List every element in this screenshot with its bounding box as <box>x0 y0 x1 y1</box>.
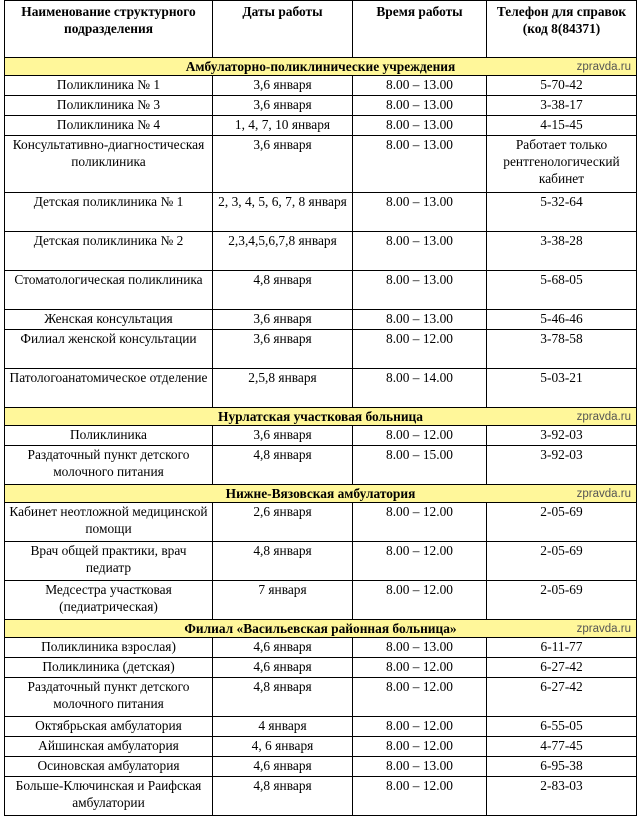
table-row <box>5 503 637 542</box>
cell-name: Стоматологическая поликлиника <box>5 271 213 310</box>
cell-name: Детская поликлиника № 2 <box>5 232 213 271</box>
cell-phone: 3-92-03 <box>487 426 637 446</box>
table-row <box>5 136 637 193</box>
header-row <box>5 1 637 58</box>
table-row <box>5 581 637 620</box>
cell-time: 8.00 – 13.00 <box>353 193 487 232</box>
header-time: Время работы <box>353 1 487 58</box>
cell-time: 8.00 – 12.00 <box>353 777 487 816</box>
cell-name: Октябрьская амбулатория <box>5 717 213 737</box>
cell-phone: Работает только рентгенологический кабинет <box>487 136 637 193</box>
table-row <box>5 116 637 136</box>
cell-phone: 2-05-69 <box>487 581 637 620</box>
header-name: Наименование структурного подразделения <box>5 1 213 58</box>
section-title-text: Нурлатская участковая больница <box>218 409 423 424</box>
table-row <box>5 446 637 485</box>
cell-name: Раздаточный пункт детского молочного питания <box>5 678 213 717</box>
cell-time: 8.00 – 12.00 <box>353 581 487 620</box>
cell-time: 8.00 – 12.00 <box>353 426 487 446</box>
cell-time: 8.00 – 13.00 <box>353 271 487 310</box>
cell-phone: 3-38-28 <box>487 232 637 271</box>
cell-phone: 5-03-21 <box>487 369 637 408</box>
cell-phone: 3-78-58 <box>487 330 637 369</box>
cell-time: 8.00 – 15.00 <box>353 446 487 485</box>
watermark: zpravda.ru <box>576 488 631 500</box>
section-title <box>5 620 637 638</box>
cell-dates: 4,8 января <box>213 678 353 717</box>
cell-dates: 2,6 января <box>213 503 353 542</box>
cell-time: 8.00 – 13.00 <box>353 96 487 116</box>
cell-name: Филиал женской консультации <box>5 330 213 369</box>
cell-name: Поликлиника взрослая) <box>5 638 213 658</box>
cell-name: Айшинская амбулатория <box>5 737 213 757</box>
table-row <box>5 678 637 717</box>
cell-name: Раздаточный пункт детского молочного питания <box>5 446 213 485</box>
cell-phone: 5-68-05 <box>487 271 637 310</box>
cell-time: 8.00 – 12.00 <box>353 678 487 717</box>
table-row <box>5 638 637 658</box>
cell-time: 8.00 – 12.00 <box>353 542 487 581</box>
cell-name: Медсестра участковая (педиатрическая) <box>5 581 213 620</box>
cell-dates: 2,3,4,5,6,7,8 января <box>213 232 353 271</box>
cell-dates: 1, 4, 7, 10 января <box>213 116 353 136</box>
cell-time: 8.00 – 13.00 <box>353 136 487 193</box>
table-row <box>5 737 637 757</box>
cell-dates: 3,6 января <box>213 76 353 96</box>
header-phone: Телефон для справок (код 8(84371) <box>487 1 637 58</box>
cell-dates: 4, 6 января <box>213 737 353 757</box>
cell-dates: 4,6 января <box>213 757 353 777</box>
cell-phone: 3-92-03 <box>487 446 637 485</box>
table-row <box>5 271 637 310</box>
cell-time: 8.00 – 14.00 <box>353 369 487 408</box>
table-row <box>5 777 637 816</box>
section-title <box>5 58 637 76</box>
section-header-row <box>5 620 637 638</box>
cell-name: Поликлиника (детская) <box>5 658 213 678</box>
cell-phone: 2-05-69 <box>487 542 637 581</box>
cell-phone: 5-32-64 <box>487 193 637 232</box>
cell-name: Детская поликлиника № 1 <box>5 193 213 232</box>
cell-dates: 4,8 января <box>213 777 353 816</box>
cell-time: 8.00 – 13.00 <box>353 757 487 777</box>
cell-dates: 4,6 января <box>213 638 353 658</box>
cell-name: Патологоанатомическое отделение <box>5 369 213 408</box>
cell-name: Кабинет неотложной медицинской помощи <box>5 503 213 542</box>
table-row <box>5 310 637 330</box>
cell-phone: 4-15-45 <box>487 116 637 136</box>
cell-name: Поликлиника № 4 <box>5 116 213 136</box>
cell-dates: 3,6 января <box>213 426 353 446</box>
cell-name: Поликлиника № 1 <box>5 76 213 96</box>
cell-time: 8.00 – 13.00 <box>353 638 487 658</box>
cell-phone: 4-77-45 <box>487 737 637 757</box>
cell-dates: 2,5,8 января <box>213 369 353 408</box>
cell-dates: 3,6 января <box>213 310 353 330</box>
table-row <box>5 193 637 232</box>
cell-dates: 4,8 января <box>213 271 353 310</box>
cell-name: Поликлиника № 3 <box>5 96 213 116</box>
cell-name: Поликлиника <box>5 426 213 446</box>
section-title-text: Амбулаторно-поликлинические учреждения <box>185 59 456 74</box>
cell-time: 8.00 – 12.00 <box>353 503 487 542</box>
schedule-body <box>5 1 637 816</box>
cell-phone: 2-05-69 <box>487 503 637 542</box>
cell-phone: 2-83-03 <box>487 777 637 816</box>
table-row <box>5 717 637 737</box>
cell-dates: 3,6 января <box>213 136 353 193</box>
cell-time: 8.00 – 13.00 <box>353 310 487 330</box>
cell-name: Осиновская амбулатория <box>5 757 213 777</box>
cell-phone: 5-70-42 <box>487 76 637 96</box>
section-title-text: Нижне-Вязовская амбулатория <box>225 486 416 501</box>
header-dates: Даты работы <box>213 1 353 58</box>
cell-time: 8.00 – 12.00 <box>353 330 487 369</box>
cell-dates: 7 января <box>213 581 353 620</box>
watermark: zpravda.ru <box>576 623 631 635</box>
table-row <box>5 369 637 408</box>
cell-time: 8.00 – 12.00 <box>353 658 487 678</box>
cell-dates: 3,6 января <box>213 96 353 116</box>
cell-dates: 4,6 января <box>213 658 353 678</box>
schedule-table <box>4 0 637 816</box>
section-title <box>5 408 637 426</box>
cell-time: 8.00 – 13.00 <box>353 232 487 271</box>
cell-time: 8.00 – 12.00 <box>353 737 487 757</box>
cell-name: Женская консультация <box>5 310 213 330</box>
section-header-row <box>5 58 637 76</box>
cell-time: 8.00 – 13.00 <box>353 116 487 136</box>
table-row <box>5 232 637 271</box>
cell-phone: 6-27-42 <box>487 678 637 717</box>
cell-name: Больше-Ключинская и Раифская амбулатории <box>5 777 213 816</box>
table-row <box>5 426 637 446</box>
cell-dates: 4,8 января <box>213 446 353 485</box>
cell-phone: 6-55-05 <box>487 717 637 737</box>
table-row <box>5 96 637 116</box>
watermark: zpravda.ru <box>576 61 631 73</box>
cell-time: 8.00 – 12.00 <box>353 717 487 737</box>
cell-phone: 6-11-77 <box>487 638 637 658</box>
cell-phone: 3-38-17 <box>487 96 637 116</box>
cell-dates: 4 января <box>213 717 353 737</box>
watermark: zpravda.ru <box>576 411 631 423</box>
cell-name: Консультативно-диагностическая поликлиника <box>5 136 213 193</box>
cell-time: 8.00 – 13.00 <box>353 76 487 96</box>
cell-dates: 3,6 января <box>213 330 353 369</box>
cell-phone: 6-95-38 <box>487 757 637 777</box>
cell-phone: 5-46-46 <box>487 310 637 330</box>
table-row <box>5 658 637 678</box>
table-row <box>5 542 637 581</box>
section-title-text: Филиал «Васильевская районная больница» <box>184 621 457 636</box>
table-row <box>5 76 637 96</box>
table-row <box>5 330 637 369</box>
cell-dates: 2, 3, 4, 5, 6, 7, 8 января <box>213 193 353 232</box>
section-title <box>5 485 637 503</box>
cell-name: Врач общей практики, врач педиатр <box>5 542 213 581</box>
section-header-row <box>5 408 637 426</box>
table-row <box>5 757 637 777</box>
section-header-row <box>5 485 637 503</box>
cell-dates: 4,8 января <box>213 542 353 581</box>
cell-phone: 6-27-42 <box>487 658 637 678</box>
